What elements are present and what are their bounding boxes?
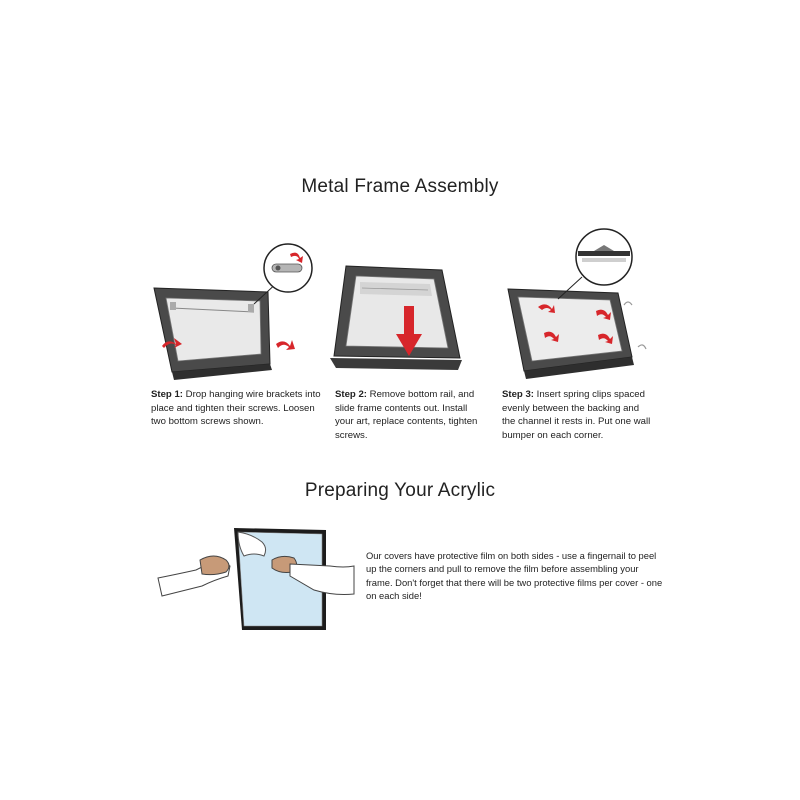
step-3-caption bbox=[502, 388, 652, 442]
acrylic-title: Preparing Your Acrylic bbox=[304, 480, 496, 501]
step-1-label: Step 1: bbox=[151, 389, 183, 400]
step-1-caption bbox=[151, 388, 326, 429]
step-2-illustration bbox=[330, 262, 470, 372]
assembly-title: Metal Frame Assembly bbox=[301, 176, 499, 197]
step-2-label: Step 2: bbox=[335, 389, 367, 400]
step-3-text: Insert spring clips spaced evenly between the backing and the channel it rests in. Put one wall bumper on each corner. bbox=[502, 389, 651, 441]
step-2-caption bbox=[335, 388, 485, 442]
step-2-text: Remove bottom rail, and slide frame contents out. Install your art, replace contents, tighten screws. bbox=[335, 389, 478, 441]
step-1-illustration bbox=[150, 240, 315, 380]
acrylic-peel-illustration bbox=[150, 520, 360, 630]
acrylic-instructions: Our covers have protective film on both sides - use a fingernail to peel up the corners and pull to remove the film before assembling your frame. Don't forget that there will be two protective films per cover - one on each side! bbox=[366, 550, 663, 601]
step-1-text: Drop hanging wire brackets into place and tighten their screws. Loosen two bottom screws shown. bbox=[151, 389, 321, 427]
step-3-illustration bbox=[498, 225, 658, 385]
step-3-label: Step 3: bbox=[502, 389, 534, 400]
